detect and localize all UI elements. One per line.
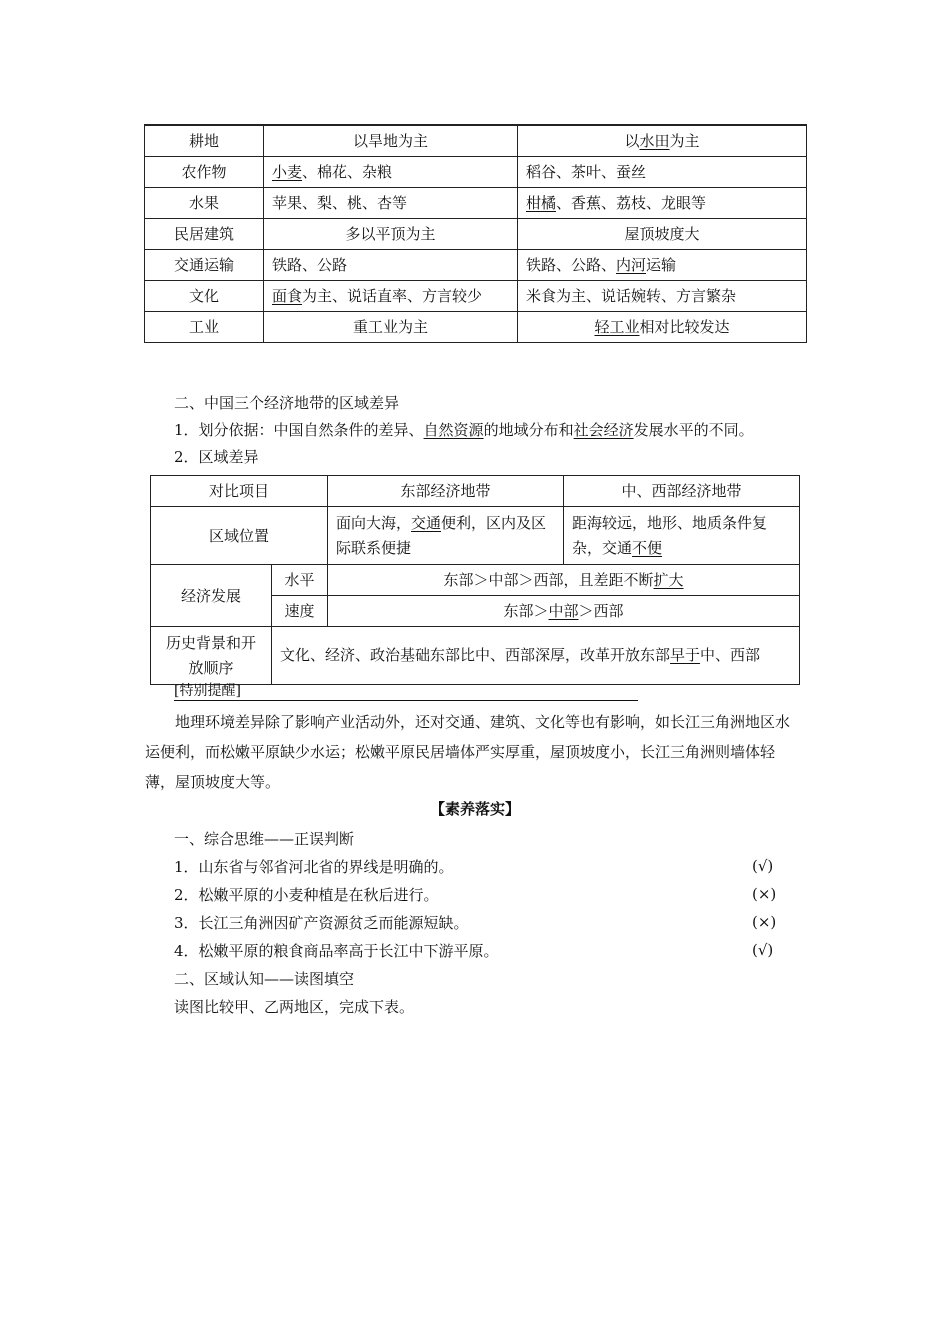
judgement-mark: (√) <box>752 857 774 875</box>
practice-heading: 【素养落实】 <box>429 800 520 818</box>
history-value: 文化、经济、政治基础东部比中、西部深厚，改革开放东部早于中、西部 <box>272 627 800 685</box>
judgement-item: 4．松嫩平原的粮食商品率高于长江中下游平原。 <box>174 942 499 960</box>
north-cell: 重工业为主 <box>264 312 518 343</box>
south-cell: 柑橘、香蕉、荔枝、龙眼等 <box>518 188 807 219</box>
speed-value: 东部＞中部＞西部 <box>328 596 800 627</box>
underlined-answer: 社会经济 <box>573 421 634 439</box>
table-row <box>145 126 807 157</box>
south-cell: 轻工业相对比较发达 <box>518 312 807 343</box>
reminder-title: [特别提醒] <box>174 682 638 701</box>
header-east: 东部经济地带 <box>328 476 564 507</box>
south-cell: 铁路、公路、内河运输 <box>518 250 807 281</box>
part2-text: 读图比较甲、乙两地区，完成下表。 <box>174 998 415 1016</box>
location-label: 区域位置 <box>151 507 328 565</box>
location-west: 距海较远，地形、地质条件复杂，交通不便 <box>564 507 800 565</box>
economy-label: 经济发展 <box>151 565 272 627</box>
row-label: 文化 <box>145 281 264 312</box>
north-cell: 铁路、公路 <box>264 250 518 281</box>
row-label: 工业 <box>145 312 264 343</box>
underlined-answer: 内河 <box>616 256 647 274</box>
north-cell: 多以平顶为主 <box>264 219 518 250</box>
location-east: 面向大海，交通便利，区内及区际联系便捷 <box>328 507 564 565</box>
row-label: 耕地 <box>145 126 264 157</box>
table-row <box>151 565 800 596</box>
row-label: 民居建筑 <box>145 219 264 250</box>
underlined-answer: 扩大 <box>653 571 684 589</box>
level-label: 水平 <box>272 565 328 596</box>
judgement-mark: (√) <box>752 941 774 959</box>
north-cell: 面食为主、说话直率、方言较少 <box>264 281 518 312</box>
underlined-answer: 中部 <box>548 602 579 620</box>
north-cell: 苹果、梨、桃、杏等 <box>264 188 518 219</box>
table-row <box>151 507 800 565</box>
underlined-answer: 交通 <box>411 513 442 532</box>
row-label: 交通运输 <box>145 250 264 281</box>
reminder-text: 地理环境差异除了影响产业活动外，还对交通、建筑、文化等也有影响，如长江三角洲地区水运便利，而松嫩平原缺少水运；松嫩平原民居墙体严实厚重，屋顶坡度小，长江三角洲则墙体轻薄，屋顶坡度大等。 <box>145 713 791 791</box>
table-row <box>145 250 807 281</box>
table-row <box>145 312 807 343</box>
row-label: 水果 <box>145 188 264 219</box>
table-header-row <box>151 476 800 507</box>
south-cell: 屋顶坡度大 <box>518 219 807 250</box>
north-cell: 以旱地为主 <box>264 126 518 157</box>
history-label: 历史背景和开放顺序 <box>151 627 272 685</box>
judgement-mark: (×) <box>752 913 777 931</box>
table-row <box>151 627 800 685</box>
judgement-item: 2．松嫩平原的小麦种植是在秋后进行。 <box>174 886 439 904</box>
underlined-answer: 自然资源 <box>423 421 484 439</box>
underlined-answer: 早于 <box>670 646 701 664</box>
regional-difference-title: 2．区域差异 <box>174 448 259 466</box>
table-row <box>145 188 807 219</box>
underlined-answer: 轻工业 <box>594 318 640 336</box>
underlined-answer: 柑橘 <box>526 194 557 212</box>
division-basis: 1．划分依据：中国自然条件的差异、自然资源的地域分布和社会经济发展水平的不同。 <box>174 421 754 439</box>
table-row <box>145 157 807 188</box>
speed-label: 速度 <box>272 596 328 627</box>
level-value: 东部＞中部＞西部，且差距不断扩大 <box>328 565 800 596</box>
north-cell: 小麦、棉花、杂粮 <box>264 157 518 188</box>
underlined-answer: 不便 <box>632 538 663 557</box>
judgement-item: 3．长江三角洲因矿产资源贫乏而能源短缺。 <box>174 914 469 932</box>
row-label: 农作物 <box>145 157 264 188</box>
underlined-answer: 水田 <box>639 132 670 150</box>
economic-zones-table <box>150 475 800 685</box>
judgement-mark: (×) <box>752 885 777 903</box>
part2-title: 二、区域认知——读图填空 <box>174 970 355 988</box>
underlined-answer: 小麦 <box>272 163 303 181</box>
table-row <box>145 219 807 250</box>
section-title: 二、中国三个经济地带的区域差异 <box>174 394 400 412</box>
judgement-item: 1．山东省与邻省河北省的界线是明确的。 <box>174 858 454 876</box>
table-row <box>145 281 807 312</box>
south-cell: 米食为主、说话婉转、方言繁杂 <box>518 281 807 312</box>
comparison-table-regions <box>144 124 807 343</box>
underlined-answer: 面食 <box>272 287 303 305</box>
south-cell: 以水田为主 <box>518 126 807 157</box>
south-cell: 稻谷、茶叶、蚕丝 <box>518 157 807 188</box>
part1-title: 一、综合思维——正误判断 <box>174 830 355 848</box>
header-central-west: 中、西部经济地带 <box>564 476 800 507</box>
header-compare-item: 对比项目 <box>151 476 328 507</box>
